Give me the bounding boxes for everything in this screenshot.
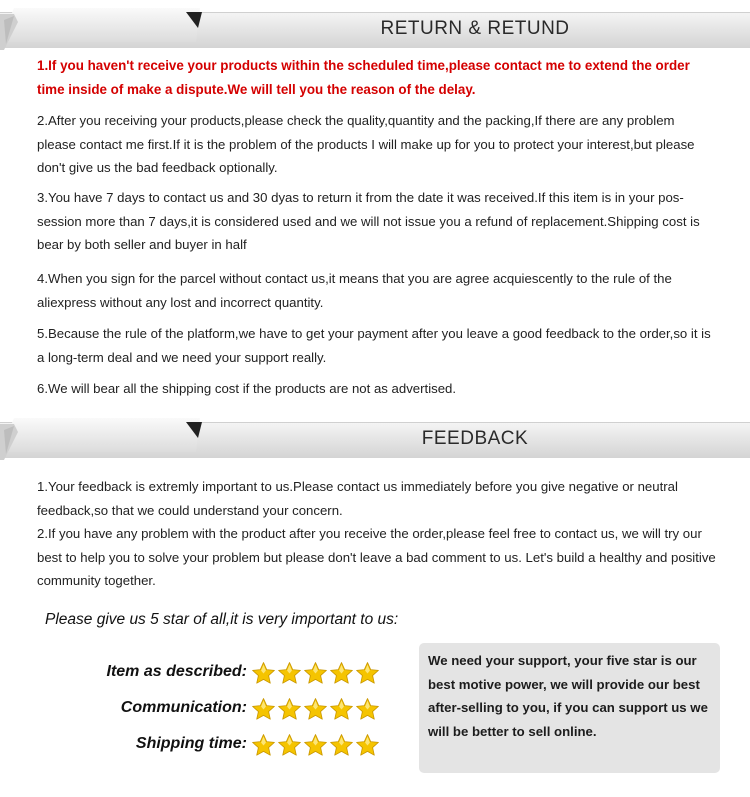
return-item-2: 2.After you receiving your products,please check the quality,quantity and the packing,If there are any problem please contact me first.If it is the problem of the products I will make up for you to protect your interest,but please don't give us the bad feedback optionally. — [37, 113, 695, 175]
star-rating — [251, 661, 380, 686]
star-icon — [277, 661, 302, 686]
star-icon — [355, 661, 380, 686]
return-item-1: 1.If you haven't receive your products within the scheduled time,please contact me to extend the order time inside of make a dispute.We will tell you the reason of the delay. — [37, 58, 690, 97]
star-icon — [329, 697, 354, 722]
feedback-section-title: FEEDBACK — [421, 428, 529, 449]
ribbon-fold-icon — [0, 14, 18, 50]
five-star-tagline: Please give us 5 star of all,it is very important to us: — [45, 611, 399, 628]
star-icon — [355, 733, 380, 758]
rating-label: Shipping time: — [135, 735, 247, 752]
rating-row-item-described — [90, 661, 390, 691]
feedback-section-banner — [0, 418, 750, 458]
star-icon — [277, 733, 302, 758]
star-icon — [303, 733, 328, 758]
star-icon — [303, 697, 328, 722]
rating-row-communication — [90, 697, 390, 727]
support-message-box — [419, 643, 720, 773]
feedback-item-1: 1.Your feedback is extremly important to us.Please contact us immediately before you give negative or neutral feedback,so that we could understand your concern. — [37, 479, 678, 518]
star-rating — [251, 697, 380, 722]
star-icon — [251, 697, 276, 722]
return-item-6: 6.We will bear all the shipping cost if the products are not as advertised. — [37, 381, 457, 396]
star-rating — [251, 733, 380, 758]
return-section-title: RETURN & RETUND — [380, 18, 570, 39]
banner-ribbon — [0, 8, 200, 42]
return-item-5: 5.Because the rule of the platform,we have to get your payment after you leave a good feedback to the order,so it is a long-term deal and we need your support really. — [37, 326, 711, 365]
star-icon — [329, 661, 354, 686]
star-icon — [329, 733, 354, 758]
ribbon-fold-icon — [0, 424, 18, 460]
star-icon — [251, 733, 276, 758]
return-item-3: 3.You have 7 days to contact us and 30 dyas to return it from the date it was received.If this item is in your pos-session more than 7 days,it is considered used and we will not issue you a refund of replacement.Shipping cost is bear by both seller and buyer in half — [37, 190, 700, 252]
rating-row-shipping-time — [90, 733, 390, 763]
rating-label: Communication: — [120, 699, 247, 716]
feedback-item-2: 2.If you have any problem with the product after you receive the order,please feel free to contact us, we will try our best to help you to solve your problem but please don't leave a bad comment to us. Let's build a healthy and positive community together. — [37, 526, 716, 588]
star-icon — [251, 661, 276, 686]
return-section-banner — [0, 8, 750, 48]
support-message-text: We need your support, your five star is our best motive power, we will provide our best after-selling to you, if you can support us we will be better to sell online. — [428, 653, 708, 739]
star-icon — [303, 661, 328, 686]
star-icon — [355, 697, 380, 722]
banner-ribbon — [0, 418, 200, 452]
star-icon — [277, 697, 302, 722]
return-item-4: 4.When you sign for the parcel without contact us,it means that you are agree acquiescently to the rule of the aliexpress without any lost and incorrect quantity. — [37, 271, 672, 310]
rating-label: Item as described: — [106, 663, 247, 680]
